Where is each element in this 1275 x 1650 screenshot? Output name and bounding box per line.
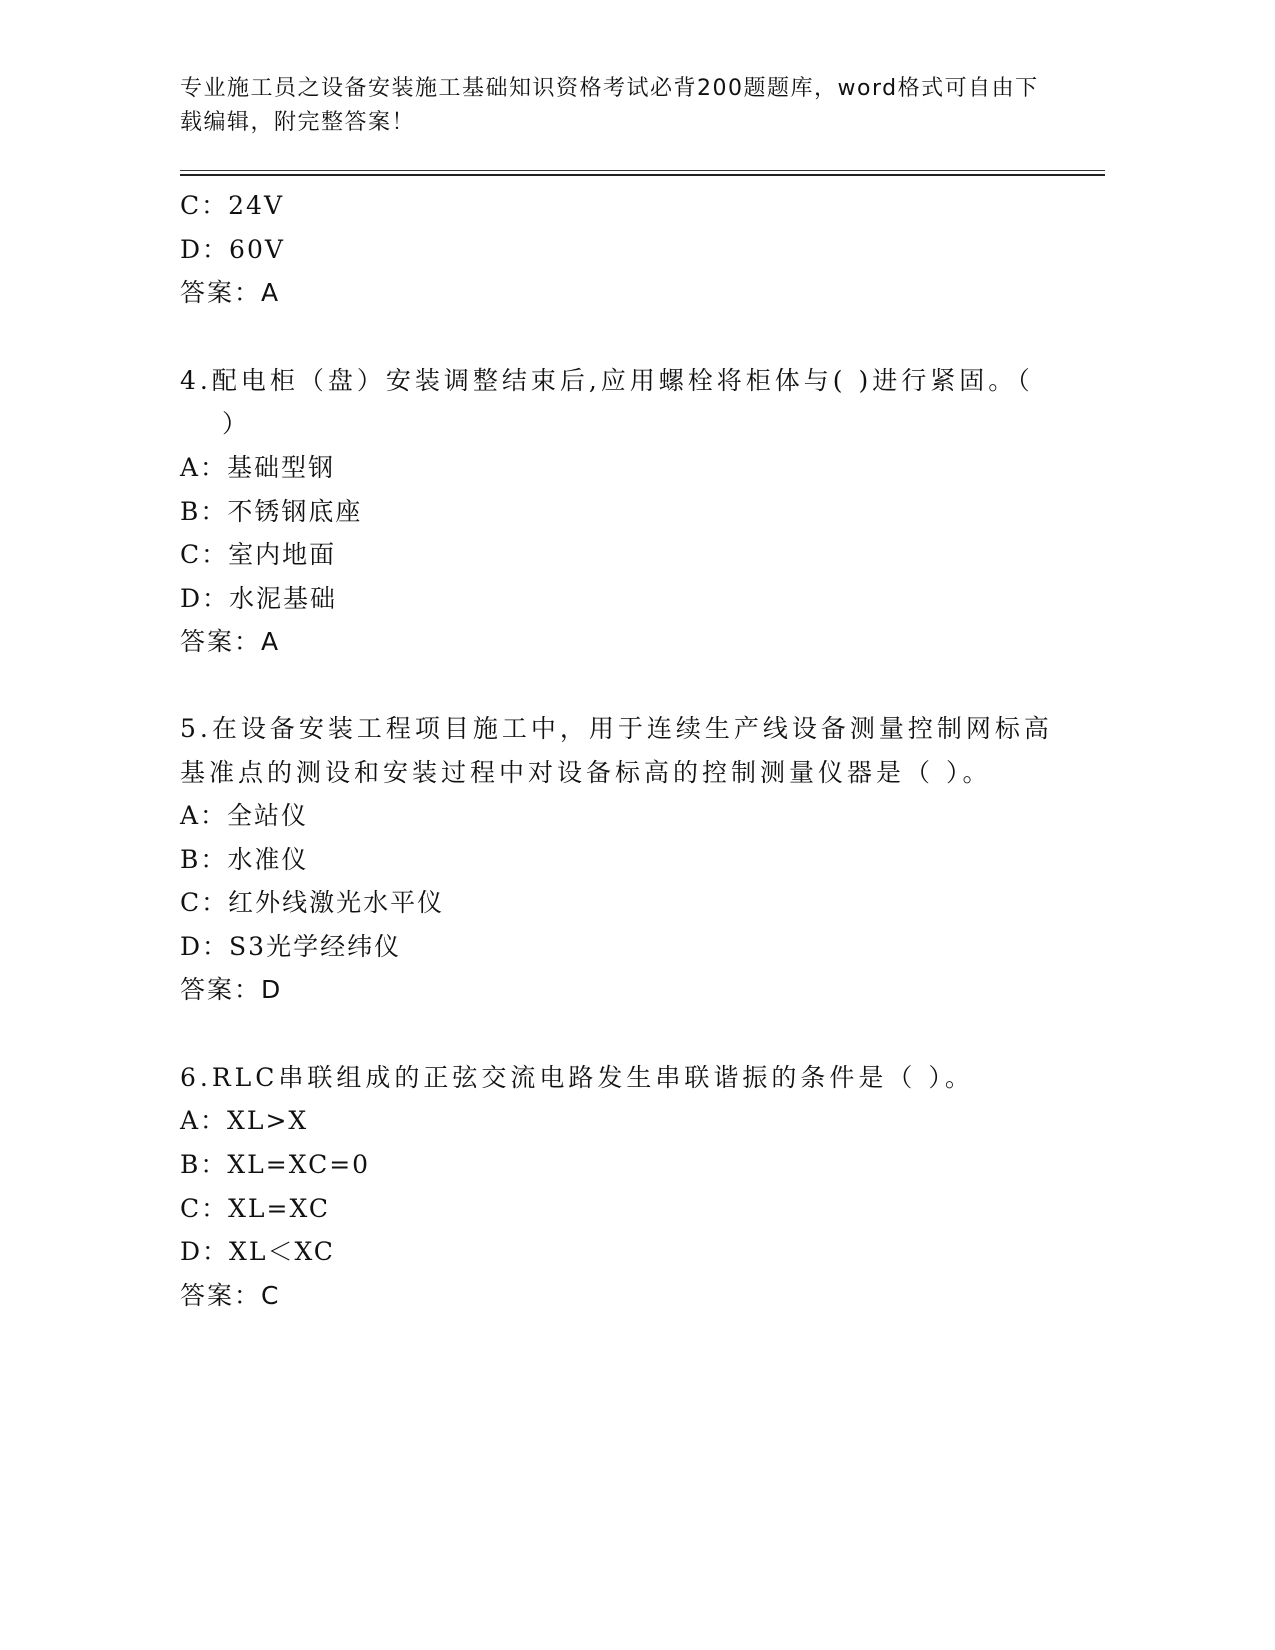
question-5-answer: 答案：D xyxy=(180,975,283,1004)
answer-line: 答案：A xyxy=(180,278,281,307)
question-6-option-d: D：XL＜XC xyxy=(180,1237,335,1266)
option-d: D：60V xyxy=(180,235,285,264)
question-5-option-c: C：红外线激光水平仪 xyxy=(180,888,445,917)
document-header xyxy=(180,72,1060,140)
question-4-option-b: B：不锈钢底座 xyxy=(180,497,363,526)
question-4-answer: 答案：A xyxy=(180,627,281,656)
question-6-option-b: B：XL=XC=0 xyxy=(180,1150,371,1179)
document-title: 专业施工员之设备安装施工基础知识资格考试必背200题题库，word格式可自由下载编辑，附完整答案！ xyxy=(180,76,1039,135)
question-4-option-d: D：水泥基础 xyxy=(180,584,338,613)
question-5-option-d: D：S3光学经纬仪 xyxy=(180,932,402,961)
question-4-stem-line-1: 4.配电柜（盘）安装调整结束后,应用螺栓将柜体与( )进行紧固。（ xyxy=(180,366,1034,395)
option-c: C：24V xyxy=(180,191,284,220)
question-5-stem-line-1: 5.在设备安装工程项目施工中，用于连续生产线设备测量控制网标高 xyxy=(180,714,1053,743)
header-divider-thin xyxy=(180,170,1105,171)
question-5-option-a: A：全站仪 xyxy=(180,801,309,830)
question-6-option-a: A：XL>X xyxy=(180,1106,309,1135)
question-6-stem-line-1: 6.RLC串联组成的正弦交流电路发生串联谐振的条件是（ ）。 xyxy=(180,1063,974,1092)
question-4-option-c: C：室内地面 xyxy=(180,540,337,569)
question-4-option-a: A：基础型钢 xyxy=(180,453,336,482)
question-4-stem-line-2: ） xyxy=(222,409,252,438)
question-6-option-c: C：XL=XC xyxy=(180,1194,330,1223)
question-5-option-b: B：水准仪 xyxy=(180,845,309,874)
header-divider-thick xyxy=(180,174,1105,176)
question-6-answer: 答案：C xyxy=(180,1281,281,1310)
question-5-stem-line-2: 基准点的测设和安装过程中对设备标高的控制测量仪器是（ ）。 xyxy=(180,758,992,787)
